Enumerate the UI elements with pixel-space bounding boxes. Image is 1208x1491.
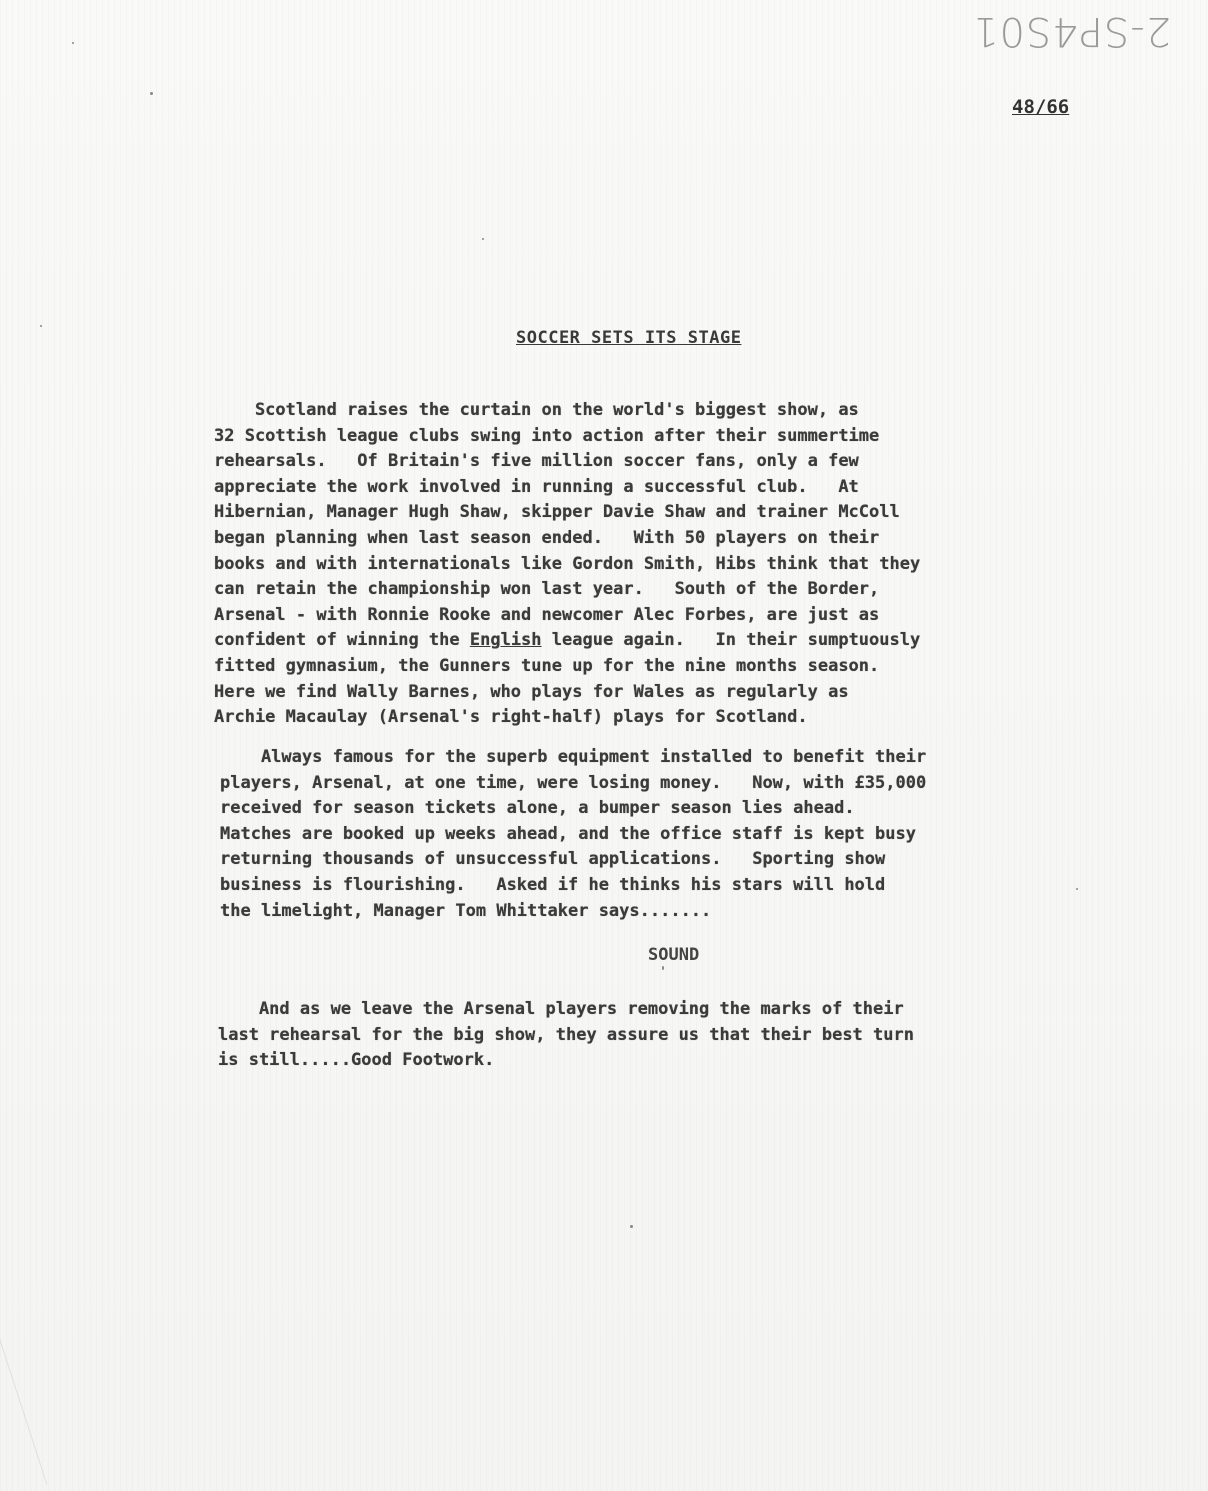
paragraph-1-line: Archie Macaulay (Arsenal's right-half) plays for Scotland. xyxy=(214,707,808,728)
paragraph-1-line: books and with internationals like Gordon Smith, Hibs think that they xyxy=(214,553,921,574)
paragraph-1-line: Arsenal - with Ronnie Rooke and newcomer Alec Forbes, are just as xyxy=(214,604,880,625)
paragraph-2-line: the limelight, Manager Tom Whittaker says....... xyxy=(220,900,712,921)
paragraph-2 xyxy=(220,745,926,924)
paragraph-3-line: last rehearsal for the big show, they assure us that their best turn xyxy=(218,1024,914,1045)
underlined-word: English xyxy=(469,630,542,651)
ink-speck xyxy=(482,238,484,240)
page-number: 48/66 xyxy=(1012,96,1070,118)
paragraph-1-line: Hibernian, Manager Hugh Shaw, skipper Davie Shaw and trainer McColl xyxy=(214,502,900,523)
paragraph-1-line: can retain the championship won last year. South of the Border, xyxy=(214,579,880,600)
ink-speck xyxy=(1076,888,1078,890)
paragraph-2-line: returning thousands of unsuccessful applications. Sporting show xyxy=(220,849,886,870)
paragraph-1-line: began planning when last season ended. With 50 players on their xyxy=(214,527,880,548)
paragraph-3-line: is still.....Good Footwork. xyxy=(218,1050,495,1071)
paragraph-1-line: Scotland raises the curtain on the world's biggest show, as xyxy=(214,400,859,420)
ink-speck xyxy=(72,42,74,44)
paragraph-3 xyxy=(218,997,914,1074)
paragraph-2-line: received for season tickets alone, a bumper season lies ahead. xyxy=(220,798,855,819)
paragraph-3-line: And as we leave the Arsenal players removing the marks of their xyxy=(218,999,904,1019)
document-title: SOCCER SETS ITS STAGE xyxy=(516,328,742,348)
paragraph-1-line: fitted gymnasium, the Gunners tune up for the nine months season. xyxy=(214,655,880,676)
paragraph-2-line: business is flourishing. Asked if he thinks his stars will hold xyxy=(220,874,886,895)
ink-speck xyxy=(630,1225,633,1228)
paragraph-1 xyxy=(214,398,920,731)
paragraph-1-line: 32 Scottish league clubs swing into action after their summertime xyxy=(214,425,880,446)
ink-speck xyxy=(150,92,153,95)
paragraph-2-line: Matches are booked up weeks ahead, and the office staff is kept busy xyxy=(220,823,916,844)
paragraph-1-line: Here we find Wally Barnes, who plays for Wales as regularly as xyxy=(214,681,849,702)
ink-speck xyxy=(662,966,664,970)
paragraph-1-line: rehearsals. Of Britain's five million soccer fans, only a few xyxy=(214,451,859,472)
paragraph-2-line: players, Arsenal, at one time, were losing money. Now, with £35,000 xyxy=(220,772,927,793)
paragraph-1-line-part: confident of winning the xyxy=(214,630,470,651)
paper-fold-mark xyxy=(0,1275,104,1484)
paragraph-2-line: Always famous for the superb equipment installed to benefit their xyxy=(220,747,927,767)
handwritten-reference-number: 2-SP4S01 xyxy=(972,8,1172,54)
paragraph-1-line: appreciate the work involved in running a successful club. At xyxy=(214,476,859,497)
ink-speck xyxy=(40,325,42,327)
paragraph-1-line-part: league again. In their sumptuously xyxy=(541,630,921,651)
sound-cue: SOUND xyxy=(648,945,700,965)
